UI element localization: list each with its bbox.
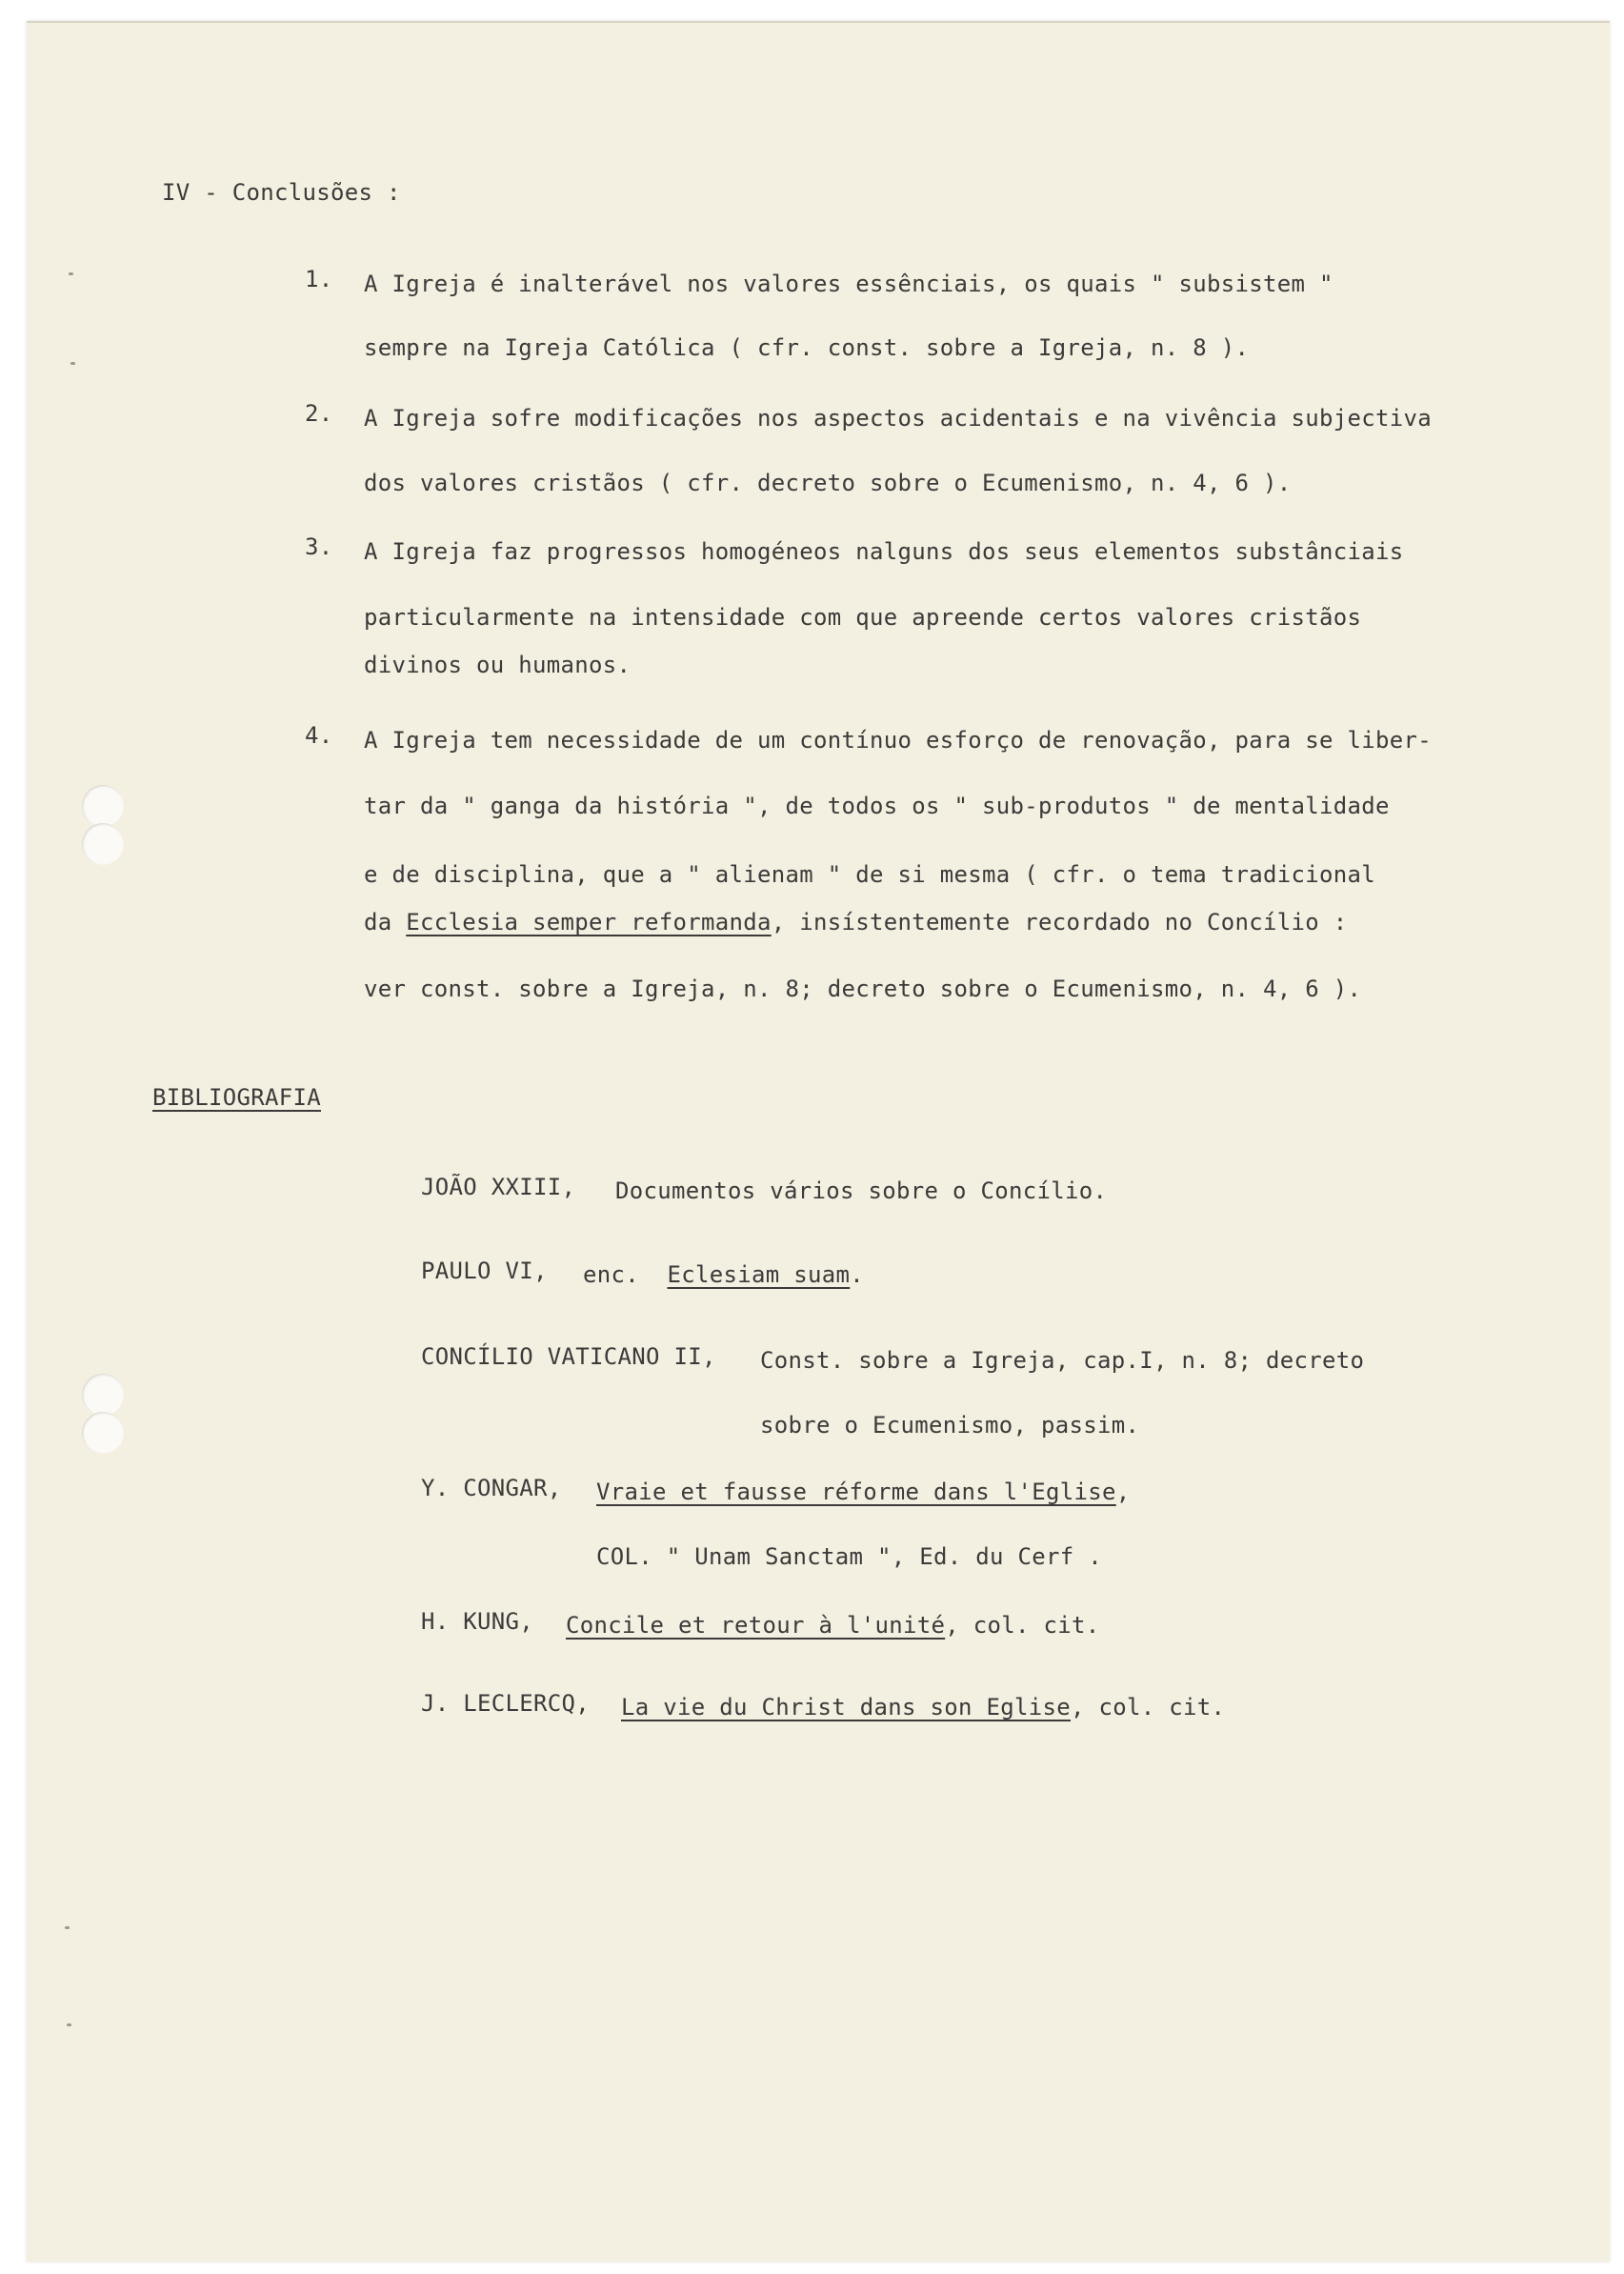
bib-title-leclercq: La vie du Christ dans son Eglise [621, 1694, 1071, 1721]
bib-cont-vaticano: sobre o Ecumenismo, passim. [760, 1412, 1140, 1439]
bib-text-vaticano: Const. sobre a Igreja, cap.I, n. 8; decreto [760, 1347, 1365, 1374]
punch-hole-top-a [82, 785, 124, 827]
conclusion-1-line-1: A Igreja é inalterável nos valores essênciais, os quais " subsistem " [364, 271, 1333, 297]
line-4-lead: da [364, 909, 407, 936]
bibliography-title: BIBLIOGRAFIA [152, 1084, 321, 1111]
conclusion-4-line-1: A Igreja tem necessidade de um contínuo esforço de renovação, para se liber- [364, 727, 1432, 754]
conclusion-4-line-4 [364, 909, 1347, 936]
conclusion-4-line-5: ver const. sobre a Igreja, n. 8; decreto sobre o Ecumenismo, n. 4, 6 ). [364, 976, 1362, 1002]
document-page [27, 21, 1610, 2262]
bib-post-paulo: . [850, 1261, 864, 1288]
bib-author-vaticano: CONCÍLIO VATICANO II, [421, 1343, 716, 1370]
bib-post-kung: , col. cit. [945, 1612, 1100, 1639]
conclusion-3-line-1: A Igreja faz progressos homogéneos nalguns dos seus elementos substânciais [364, 538, 1404, 565]
paper-speck [67, 2023, 71, 2026]
punch-hole-bottom-b [82, 1412, 124, 1454]
conclusion-3-line-2: particularmente na intensidade com que apreende certos valores cristãos [364, 604, 1362, 631]
paper-speck [69, 272, 73, 275]
line-4-tail: , insístentemente recordado no Concílio : [771, 909, 1348, 936]
conclusion-2-number: 2. [305, 400, 333, 427]
conclusion-2-line-1: A Igreja sofre modificações nos aspectos acidentais e na vivência subjectiva [364, 405, 1432, 432]
bib-cont-congar: COL. " Unam Sanctam ", Ed. du Cerf . [596, 1543, 1102, 1570]
bib-text-joao: Documentos vários sobre o Concílio. [615, 1177, 1108, 1204]
bib-entry-paulo [583, 1261, 864, 1288]
bib-title-paulo: Eclesiam suam [667, 1261, 851, 1288]
section-heading: IV - Conclusões : [162, 179, 401, 206]
paper-speck [70, 362, 75, 365]
conclusion-2-line-2: dos valores cristãos ( cfr. decreto sobre o Ecumenismo, n. 4, 6 ). [364, 470, 1292, 496]
conclusion-1-number: 1. [305, 266, 333, 292]
conclusion-4-line-3: e de disciplina, que a " alienam " de si mesma ( cfr. o tema tradicional [364, 861, 1375, 888]
bib-post-leclercq: , col. cit. [1070, 1694, 1226, 1721]
bib-entry-leclercq [621, 1694, 1225, 1721]
punch-hole-top-b [82, 823, 124, 865]
bib-author-leclercq: J. LECLERCQ, [421, 1690, 590, 1717]
conclusion-3-line-3: divinos ou humanos. [364, 652, 632, 678]
bib-entry-congar [596, 1479, 1130, 1505]
bib-post-congar: , [1115, 1479, 1131, 1505]
ecclesia-phrase: Ecclesia semper reformanda [406, 909, 772, 936]
conclusion-1-line-2: sempre na Igreja Católica ( cfr. const. sobre a Igreja, n. 8 ). [364, 334, 1250, 361]
bib-author-congar: Y. CONGAR, [421, 1475, 562, 1501]
punch-hole-bottom-a [82, 1374, 124, 1416]
bib-author-joao: JOÃO XXIII, [421, 1174, 576, 1200]
bib-title-congar: Vraie et fausse réforme dans l'Eglise [596, 1479, 1116, 1505]
bib-pre-paulo: enc. [583, 1261, 639, 1288]
conclusion-4-number: 4. [305, 722, 333, 749]
bib-title-kung: Concile et retour à l'unité [566, 1612, 946, 1639]
paper-speck [65, 1926, 70, 1929]
conclusion-3-number: 3. [305, 533, 333, 560]
conclusion-4-line-2: tar da " ganga da história ", de todos os " sub-produtos " de mentalidade [364, 793, 1390, 819]
bib-author-paulo: PAULO VI, [421, 1258, 548, 1284]
bib-entry-kung [566, 1612, 1099, 1639]
bib-author-kung: H. KUNG, [421, 1608, 533, 1635]
